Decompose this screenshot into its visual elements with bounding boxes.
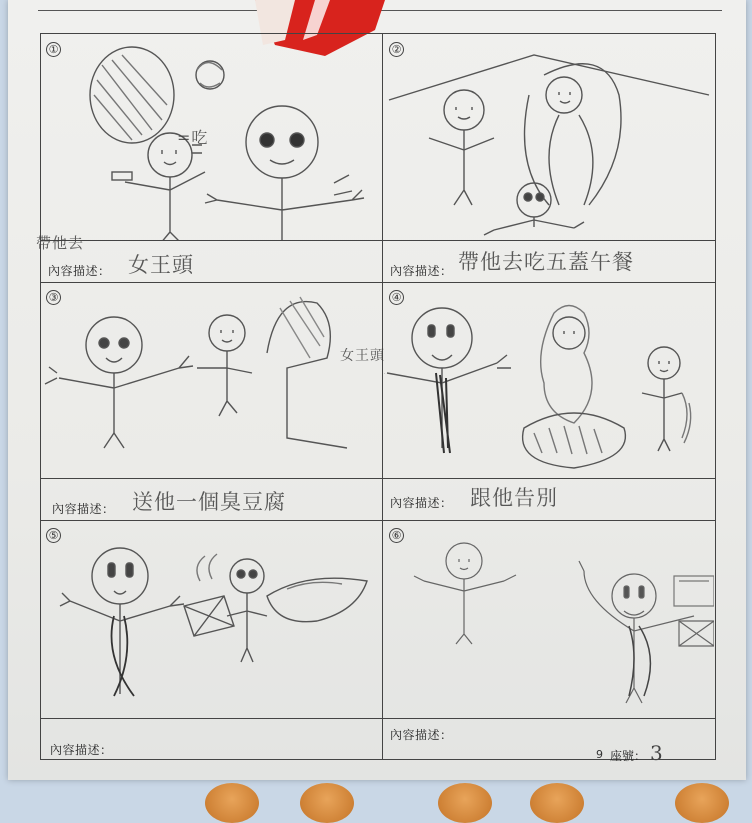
panel-6-number: ⑥	[389, 528, 404, 543]
cookie-decoration	[300, 783, 354, 823]
panel-5-desc-label: 內容描述：	[50, 743, 113, 757]
cookie-decoration	[438, 783, 492, 823]
panel-4-answer[interactable]: 跟他告別	[470, 486, 558, 510]
seat-label: 座號：	[610, 749, 647, 763]
panel-4-number: ④	[389, 290, 404, 305]
panel-1-number: ①	[46, 42, 61, 57]
row1-desc-line	[40, 240, 716, 241]
panel-3-drawing	[42, 283, 380, 478]
page-number: 9	[596, 748, 603, 761]
panel-4-desc-label: 內容描述：	[390, 496, 453, 510]
panel-6-drawing	[384, 521, 714, 717]
panel-4-side-note: 女王頭	[340, 348, 385, 364]
cookie-decoration	[205, 783, 259, 823]
panel-6-desc-label: 內容描述：	[390, 728, 453, 742]
cookie-decoration	[530, 783, 584, 823]
cookie-decoration	[675, 783, 729, 823]
panel-1-scribble: 帶他去	[36, 234, 85, 252]
panel-5-drawing	[42, 521, 380, 717]
panel-2-answer[interactable]: 帶他去吃五蓋午餐	[458, 250, 634, 274]
panel-3-number: ③	[46, 290, 61, 305]
panel-3-answer[interactable]: 送他一個臭豆腐	[132, 490, 286, 514]
panel-4-drawing	[384, 283, 714, 478]
row2-desc-line	[40, 478, 716, 479]
panel-1-desc-label: 內容描述：	[48, 264, 111, 278]
panel-2-drawing	[384, 35, 714, 240]
panel-2-desc-label: 內容描述：	[390, 264, 453, 278]
panel-3-desc-label: 內容描述：	[52, 502, 115, 516]
panel-1-sound-text: =吃	[177, 128, 209, 147]
grid-divider-vertical	[382, 33, 383, 760]
row3-desc-line	[40, 718, 716, 719]
seat-value[interactable]: 3	[650, 741, 663, 765]
panel-5-number: ⑤	[46, 528, 61, 543]
panel-1-answer[interactable]: 女王頭	[128, 253, 194, 277]
panel-2-number: ②	[389, 42, 404, 57]
seat-number	[610, 741, 663, 765]
panel-1-drawing	[42, 35, 380, 240]
